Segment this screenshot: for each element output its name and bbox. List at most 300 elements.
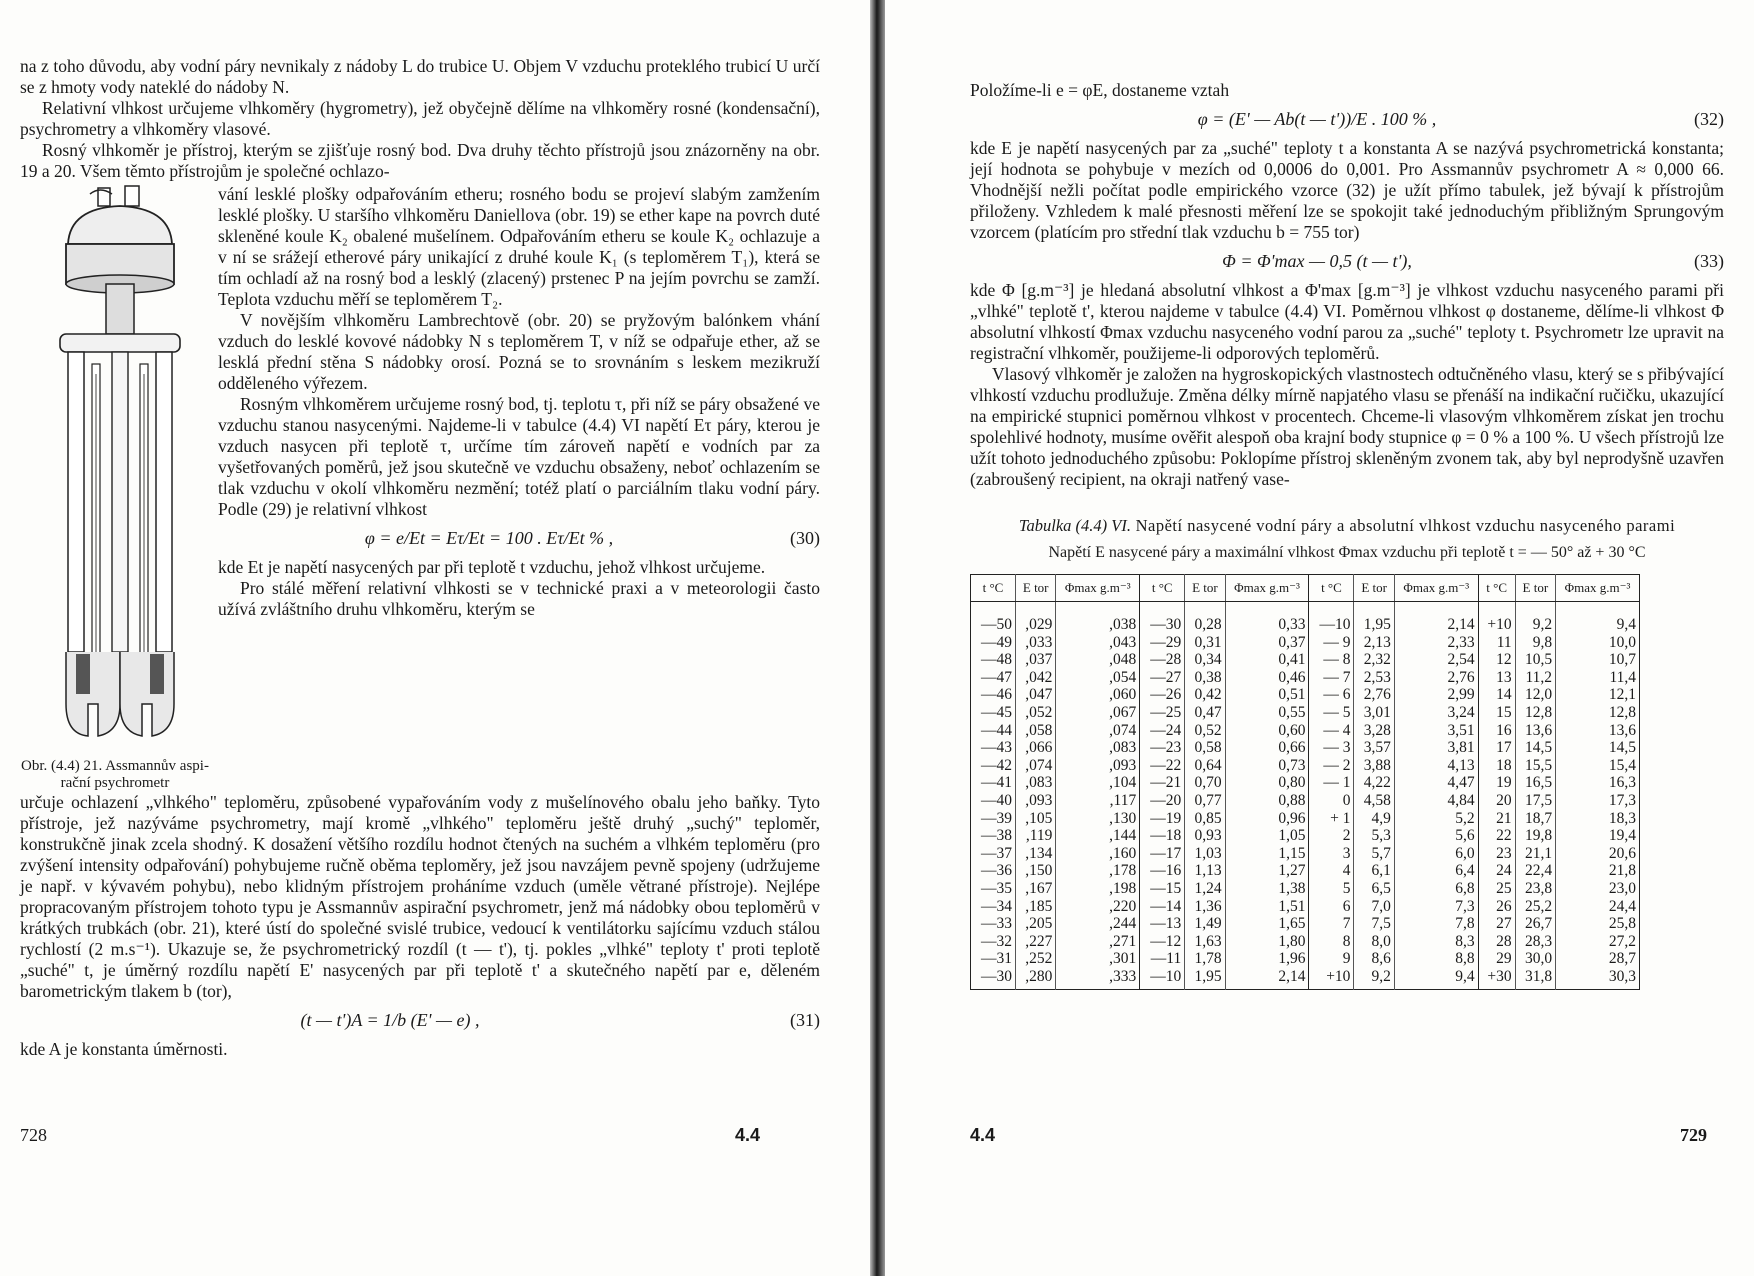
- table-cell: 1,96: [1225, 950, 1309, 968]
- table-cell: 0,80: [1225, 774, 1309, 792]
- table-cell: 7,0: [1354, 898, 1394, 916]
- table-cell: 4,58: [1354, 792, 1394, 810]
- table-cell: 6,0: [1394, 845, 1478, 863]
- table-cell: ,066: [1016, 739, 1056, 757]
- table-cell: 21: [1478, 810, 1515, 828]
- table-cell: —22: [1140, 757, 1185, 775]
- table-cell: 24,4: [1556, 898, 1640, 916]
- equation-31: [20, 1010, 820, 1031]
- vapor-table: [970, 574, 1640, 990]
- table-cell: 1,27: [1225, 862, 1309, 880]
- table-cell: 7,3: [1394, 898, 1478, 916]
- table-cell: 1,80: [1225, 933, 1309, 951]
- table-cell: — 6: [1309, 686, 1354, 704]
- table-cell: 8,6: [1354, 950, 1394, 968]
- para-vlasovy: Vlasový vlhkoměr je založen na hygroskopických vlastnostech odtučněného vlasu, který se s přibývající vlhkostí vzduchu prodlužuje. Změna délky mírně napjatého vlasu se přenáší na indikační ručičku, ukazující na empirické stupnici poměrnou vlhkost v procentech. Chceme-li vlasovým vlhkoměrem získat jen trochu spolehlivé hodnoty, musíme ověřit alespoň oba krajní body stupnice φ = 0 % a 100 %. U všech přístrojů lze užít tohoto jednoduchého způsobu: Poklopíme přístroj skleněným zvonem tak, aby byl neprodyšně uzavřen (zabroušený recipient, na okraji natřený vase-: [970, 364, 1724, 489]
- table-header-cell: E tor: [1185, 575, 1225, 602]
- equation-33: [970, 251, 1724, 272]
- table-cell: — 1: [1309, 774, 1354, 792]
- table-cell: 1,78: [1185, 950, 1225, 968]
- table-cell: —37: [981, 844, 1012, 862]
- table-cell: 16: [1478, 722, 1515, 740]
- table-cell: 2,32: [1354, 651, 1394, 669]
- table-cell: 11,4: [1556, 669, 1640, 687]
- table-cell: —30: [1140, 602, 1185, 634]
- table-cell: —25: [1140, 704, 1185, 722]
- table-cell: 5,6: [1394, 827, 1478, 845]
- table-cell: —21: [1140, 774, 1185, 792]
- table-cell: ,038: [1056, 602, 1140, 634]
- table-cell: 8,3: [1394, 933, 1478, 951]
- table-cell: 5,3: [1354, 827, 1394, 845]
- table-cell: 1,65: [1225, 915, 1309, 933]
- table-label: Tabulka (4.4) VI.: [1018, 516, 1131, 535]
- table-cell: —26: [1140, 686, 1185, 704]
- table-cell: 14,5: [1556, 739, 1640, 757]
- table-cell: —20: [1140, 792, 1185, 810]
- para-rosny-wrap: vání lesklé plošky odpařováním etheru; rosného bodu se projeví slabým zamžením lesklé plošky. U staršího vlhkoměru Daniellova (obr. 19) se ether kape na povrch duté skleněné koule K₂ obalené mušelínem. Odpařováním etheru se koule K₂ ochlazuje a v ní se srážejí etherové páry unikající z druhé koule K₁ (s teploměrem T₁), která se tím ochladí až na rosný bod a lesklý (zlacený) prstenec P na jejím povrchu se zamží. Teplota vzduchu měří se teploměrem T₂.: [218, 184, 820, 309]
- table-cell: 25,8: [1556, 915, 1640, 933]
- table-cell: 18,7: [1515, 810, 1555, 828]
- table-cell: —50: [981, 616, 1012, 633]
- table-cell: 1,15: [1225, 845, 1309, 863]
- table-cell: ,333: [1056, 968, 1140, 990]
- table-cell: ,134: [1016, 845, 1056, 863]
- table-cell: ,144: [1056, 827, 1140, 845]
- table-cell: 28: [1478, 933, 1515, 951]
- table-row: [971, 757, 1640, 775]
- table-cell: —27: [1140, 669, 1185, 687]
- table-header-cell: Φmax g.m⁻³: [1556, 575, 1640, 602]
- table-cell: 13: [1478, 669, 1515, 687]
- table-cell: 2,54: [1394, 651, 1478, 669]
- equation-30: [218, 528, 820, 549]
- table-cell: 0,28: [1185, 602, 1225, 634]
- para-prostale-wrap: Pro stálé měření relativní vlhkosti se v technické praxi a v meteorologii často užívá zvláštního druhu vlhkoměru, kterým se: [218, 578, 820, 619]
- table-cell: 16,3: [1556, 774, 1640, 792]
- table-cell: 0,88: [1225, 792, 1309, 810]
- table-cell: — 8: [1309, 651, 1354, 669]
- table-cell: 23,8: [1515, 880, 1555, 898]
- table-cell: ,083: [1016, 774, 1056, 792]
- table-cell: 4,47: [1394, 774, 1478, 792]
- table-cell: —18: [1140, 827, 1185, 845]
- table-cell: 0,70: [1185, 774, 1225, 792]
- table-cell: 1,95: [1185, 968, 1225, 990]
- table-row: [971, 739, 1640, 757]
- table-cell: ,244: [1056, 915, 1140, 933]
- table-cell: +10: [1478, 602, 1515, 634]
- table-cell: 9,2: [1354, 968, 1394, 990]
- table-header-row: [971, 575, 1640, 602]
- figure-wrap-block: [20, 184, 820, 792]
- table-cell: —43: [981, 739, 1012, 757]
- table-cell: — 3: [1309, 739, 1354, 757]
- table-cell: 6,4: [1394, 862, 1478, 880]
- table-cell: —33: [981, 915, 1012, 933]
- table-cell: ,043: [1056, 634, 1140, 652]
- table-header-cell: t °C: [1309, 575, 1354, 602]
- table-cell: 8: [1309, 933, 1354, 951]
- table-cell: 4: [1309, 862, 1354, 880]
- table-cell: ,052: [1016, 704, 1056, 722]
- table-cell: 3,24: [1394, 704, 1478, 722]
- table-cell: 3,88: [1354, 757, 1394, 775]
- table-cell: —42: [981, 756, 1012, 774]
- table-cell: 2,33: [1394, 634, 1478, 652]
- table-cell: —36: [981, 862, 1012, 880]
- para-polozime: Položíme-li e = φE, dostaneme vztah: [970, 80, 1230, 100]
- table-cell: —28: [1140, 651, 1185, 669]
- table-cell: 17,5: [1515, 792, 1555, 810]
- table-cell: 21,8: [1556, 862, 1640, 880]
- table-row: [971, 898, 1640, 916]
- table-cell: —45: [981, 703, 1012, 721]
- table-cell: 6,5: [1354, 880, 1394, 898]
- table-cell: ,093: [1016, 792, 1056, 810]
- table-cell: —19: [1140, 810, 1185, 828]
- table-cell: 0,55: [1225, 704, 1309, 722]
- table-cell: 5,7: [1354, 845, 1394, 863]
- table-cell: — 2: [1309, 757, 1354, 775]
- table-cell: 10,7: [1556, 651, 1640, 669]
- table-cell: 23,0: [1556, 880, 1640, 898]
- table-cell: 0,66: [1225, 739, 1309, 757]
- table-cell: 19: [1478, 774, 1515, 792]
- table-cell: 0,42: [1185, 686, 1225, 704]
- table-cell: 0,41: [1225, 651, 1309, 669]
- equation-33-number: (33): [1694, 251, 1724, 271]
- table-cell: 11: [1478, 634, 1515, 652]
- table-cell: 25: [1478, 880, 1515, 898]
- table-cell: —40: [981, 791, 1012, 809]
- table-cell: —38: [981, 827, 1012, 845]
- table-cell: —16: [1140, 862, 1185, 880]
- table-cell: 2: [1309, 827, 1354, 845]
- table-cell: —23: [1140, 739, 1185, 757]
- left-page: [0, 0, 870, 1276]
- figure-wrap-text: [210, 184, 820, 792]
- right-page-number: 729: [1680, 1125, 1707, 1145]
- table-cell: 8,8: [1394, 950, 1478, 968]
- table-row: [971, 950, 1640, 968]
- table-cell: 0,47: [1185, 704, 1225, 722]
- table-cell: ,037: [1016, 651, 1056, 669]
- table-header-cell: t °C: [1140, 575, 1185, 602]
- table-cell: 9: [1309, 950, 1354, 968]
- equation-33-body: Φ = Φ'max — 0,5 (t — t'),: [1222, 251, 1412, 271]
- right-page: [885, 0, 1754, 1276]
- table-cell: 0,60: [1225, 722, 1309, 740]
- table-cell: 0,51: [1225, 686, 1309, 704]
- table-cell: 2,76: [1394, 669, 1478, 687]
- table-cell: 3,01: [1354, 704, 1394, 722]
- table-cell: 4,84: [1394, 792, 1478, 810]
- table-row: [971, 774, 1640, 792]
- table-row: [971, 792, 1640, 810]
- table-cell: 12,8: [1515, 704, 1555, 722]
- table-cell: 0,46: [1225, 669, 1309, 687]
- table-cell: ,280: [1016, 968, 1056, 990]
- table-cell: 9,4: [1394, 968, 1478, 990]
- table-cell: 22: [1478, 827, 1515, 845]
- table-cell: 16,5: [1515, 774, 1555, 792]
- table-cell: 9,4: [1556, 602, 1640, 634]
- table-cell: ,048: [1056, 651, 1140, 669]
- table-cell: —29: [1140, 634, 1185, 652]
- para-prostale-cont: určuje ochlazení „vlhkého" teploměru, způsobené vypařováním vody z mušelínového obalu jeho baňky. Tyto přístroje, jež nazýváme psychrometry, mají kromě „vlhkého" teploměru ještě druhý „suchý" teploměr, konstrukčně jinak zcela shodný. K dosažení většího rozdílu hodnot čtených na suchém a vlhkém teploměru (pro zvýšení intensity odpařování) pohybujeme ručně oběma teploměry, jež jsou navzájem pevně spojeny (udržujeme je např. v kývavém pohybu), nebo klidným přístrojem proháníme vzduch (uměle větrané přístroje). Nejlépe propracovaným přístrojem tohoto typu je Assmannův aspirační psychrometr, jenž má nádobky obou teploměrů v krátkých trubkách (obr. 21), které ústí do společné svislé trubice, vedoucí k ventilátorku sajícímu vzduch stálou rychlostí (2 m.s⁻¹). Ukazuje se, že psychrometrický rozdíl (t — t'), tj. pokles „vlhké" teploty t' proti teplotě „suché" t, je úměrný rozdílu napětí E' nasycených par při teplotě t' a skutečného napětí par e, děleném barometrickým tlakem b (tor),: [20, 792, 820, 1001]
- table-cell: 21,1: [1515, 845, 1555, 863]
- table-cell: 0,93: [1185, 827, 1225, 845]
- table-cell: 0,37: [1225, 634, 1309, 652]
- table-subtitle: Napětí E nasycené páry a maximální vlhkost Φmax vzduchu při teplotě t = — 50° až + 30 °C: [1048, 544, 1646, 561]
- table-cell: ,074: [1056, 722, 1140, 740]
- table-row: [971, 651, 1640, 669]
- table-title-text: Napětí nasycené vodní páry a absolutní vlhkost vzduchu nasyceného parami: [1135, 516, 1676, 535]
- equation-32-number: (32): [1694, 109, 1724, 129]
- table-cell: ,042: [1016, 669, 1056, 687]
- table-cell: —32: [981, 932, 1012, 950]
- table-cell: 19,4: [1556, 827, 1640, 845]
- table-row: [971, 880, 1640, 898]
- table-cell: 22,4: [1515, 862, 1555, 880]
- right-section-number: 4.4: [970, 1125, 996, 1145]
- table-row: [971, 704, 1640, 722]
- table-row: [971, 602, 1640, 634]
- table-cell: 26,7: [1515, 915, 1555, 933]
- table-cell: ,093: [1056, 757, 1140, 775]
- table-cell: ,178: [1056, 862, 1140, 880]
- table-cell: —10: [1140, 968, 1185, 990]
- table-cell: 18,3: [1556, 810, 1640, 828]
- table-cell: 0,52: [1185, 722, 1225, 740]
- table-row: [971, 634, 1640, 652]
- table-cell: 0,96: [1225, 810, 1309, 828]
- left-section-number: 4.4: [735, 1125, 761, 1145]
- table-cell: 2,76: [1354, 686, 1394, 704]
- equation-31-body: (t — t')A = 1/b (E' — e) ,: [300, 1010, 480, 1030]
- para-rosnym: Rosným vlhkoměrem určujeme rosný bod, tj. teplotu τ, při níž se páry obsažené ve vzduchu stanou nasycenými. Najdeme-li v tabulce (4.4) VI napětí Eτ páry, kterou je vzduch nasycen při teplotě τ, určíme tím zároveň napětí e vodních par za vyšetřovaných poměrů, jež jsou skutečně ve vzduchu obsaženy, neboť ochlazením se tlak vzduchu v okolí vlhkoměru nezmění; totéž platí o parciálním tlaku vodní páry. Podle (29) je relativní vlhkost: [218, 394, 820, 519]
- table-row: [971, 933, 1640, 951]
- table-cell: 29: [1478, 950, 1515, 968]
- table-row: [971, 722, 1640, 740]
- table-cell: ,271: [1056, 933, 1140, 951]
- table-cell: —14: [1140, 898, 1185, 916]
- table-header-cell: Φmax g.m⁻³: [1056, 575, 1140, 602]
- figure-psychrometer: [20, 184, 210, 792]
- table-cell: +30: [1478, 968, 1515, 990]
- table-cell: — 5: [1309, 704, 1354, 722]
- table-cell: ,167: [1016, 880, 1056, 898]
- table-cell: ,150: [1016, 862, 1056, 880]
- table-cell: 1,24: [1185, 880, 1225, 898]
- para-after-33: kde Φ [g.m⁻³] je hledaná absolutní vlhkost a Φ'max [g.m⁻³] je vlhkost vzduchu nasyceného parami při „vlhké" teplotě t', kterou najdeme v tabulce (4.4) VI. Poměrnou vlhkost φ dostaneme, dělíme-li vlhkost Φ absolutní vlhkostí Φmax vzduchu nasyceného vodní parou za „suché" teploty t. Psychrometr lze upravit na registrační vlhkoměr, použijeme-li odporových teploměrů.: [970, 280, 1724, 363]
- table-row: [971, 845, 1640, 863]
- para-rosny-start: Rosný vlhkoměr je přístroj, kterým se zjišťuje rosný bod. Dva druhy těchto přístrojů jsou znázorněny na obr. 19 a 20. Všem těmto přístrojům je společné ochlazo-: [20, 140, 820, 181]
- para-after-31: kde A je konstanta úměrnosti.: [20, 1039, 228, 1059]
- table-cell: 8,0: [1354, 933, 1394, 951]
- equation-30-number: (30): [790, 528, 820, 548]
- table-cell: 12,0: [1515, 686, 1555, 704]
- table-cell: 0,33: [1225, 602, 1309, 634]
- table-cell: 28,3: [1515, 933, 1555, 951]
- table-row: [971, 810, 1640, 828]
- table-body: [971, 602, 1640, 990]
- table-cell: 1,38: [1225, 880, 1309, 898]
- table-cell: 12,8: [1556, 704, 1640, 722]
- table-cell: 2,14: [1394, 602, 1478, 634]
- table-cell: 12,1: [1556, 686, 1640, 704]
- table-cell: 15,4: [1556, 757, 1640, 775]
- table-cell: 1,51: [1225, 898, 1309, 916]
- table-cell: —30: [981, 967, 1012, 985]
- equation-32-body: φ = (E' — Ab(t — t'))/E . 100 % ,: [1197, 109, 1437, 129]
- table-cell: 9,2: [1515, 602, 1555, 634]
- table-cell: —13: [1140, 915, 1185, 933]
- table-cell: 23: [1478, 845, 1515, 863]
- table-row: [971, 968, 1640, 990]
- table-cell: 14: [1478, 686, 1515, 704]
- table-cell: 14,5: [1515, 739, 1555, 757]
- table-cell: 26: [1478, 898, 1515, 916]
- table-cell: —46: [981, 686, 1012, 704]
- figure-caption: Obr. (4.4) 21. Assmannův aspi-rační psychrometr: [21, 758, 209, 791]
- table-cell: ,117: [1056, 792, 1140, 810]
- table-cell: 13,6: [1515, 722, 1555, 740]
- table-cell: 2,99: [1394, 686, 1478, 704]
- table-cell: — 7: [1309, 669, 1354, 687]
- table-cell: —44: [981, 721, 1012, 739]
- table-cell: 30,3: [1556, 968, 1640, 990]
- table-cell: —48: [981, 651, 1012, 669]
- table-cell: 19,8: [1515, 827, 1555, 845]
- table-cell: 15: [1478, 704, 1515, 722]
- table-cell: 11,2: [1515, 669, 1555, 687]
- table-cell: —24: [1140, 722, 1185, 740]
- table-row: [971, 686, 1640, 704]
- table-cell: —35: [981, 879, 1012, 897]
- table-cell: 6,8: [1394, 880, 1478, 898]
- table-cell: ,301: [1056, 950, 1140, 968]
- table-cell: 10,0: [1556, 634, 1640, 652]
- table-cell: —12: [1140, 933, 1185, 951]
- table-cell: — 9: [1309, 634, 1354, 652]
- table-cell: 4,22: [1354, 774, 1394, 792]
- table-cell: 1,13: [1185, 862, 1225, 880]
- table-header-cell: t °C: [1478, 575, 1515, 602]
- table-cell: ,033: [1016, 634, 1056, 652]
- table-cell: 2,53: [1354, 669, 1394, 687]
- table-cell: —17: [1140, 845, 1185, 863]
- para-after-32: kde E je napětí nasycených par za „suché" teploty t a konstanta A se nazývá psychrometrická konstanta; její hodnota se pohybuje v mezích od 0,0006 do 0,001. Pro Assmannův psychrometr A ≈ 0,000 66. Vhodnější nežli počítat podle empirického vzorce (32) je užít přímo tabulek, jež bývají k přístrojům přiloženy. Vzhledem k malé přesnosti měření lze se spokojit také jednoduchým přibližným Sprungovým vzorcem (platícím pro střední tlak vzduchu b = 755 tor): [970, 138, 1724, 242]
- table-cell: 4,9: [1354, 810, 1394, 828]
- table-cell: 3,51: [1394, 722, 1478, 740]
- table-row: [971, 669, 1640, 687]
- table-cell: 3,57: [1354, 739, 1394, 757]
- table-cell: ,067: [1056, 704, 1140, 722]
- book-gutter: [870, 0, 885, 1276]
- table-cell: 0,85: [1185, 810, 1225, 828]
- table-cell: ,060: [1056, 686, 1140, 704]
- table-cell: ,083: [1056, 739, 1140, 757]
- table-cell: 0,64: [1185, 757, 1225, 775]
- table-header-cell: Φmax g.m⁻³: [1394, 575, 1478, 602]
- table-cell: —39: [981, 809, 1012, 827]
- table-cell: 7,8: [1394, 915, 1478, 933]
- table-cell: —15: [1140, 880, 1185, 898]
- table-cell: ,029: [1016, 602, 1056, 634]
- para-after-30: kde Et je napětí nasycených par při teplotě t vzduchu, jehož vlhkost určujeme.: [218, 557, 766, 577]
- table-cell: —41: [981, 774, 1012, 792]
- para-relativni: Relativní vlhkost určujeme vlhkoměry (hygrometry), jež obyčejně dělíme na vlhkoměry rosné (kondensační), psychrometry a vlhkoměry vlasové.: [20, 98, 820, 139]
- table-header-cell: E tor: [1354, 575, 1394, 602]
- table-cell: 9,8: [1515, 634, 1555, 652]
- table-cell: 7,5: [1354, 915, 1394, 933]
- table-cell: 6: [1309, 898, 1354, 916]
- table-cell: ,198: [1056, 880, 1140, 898]
- table-cell: 31,8: [1515, 968, 1555, 990]
- table-cell: 28,7: [1556, 950, 1640, 968]
- table-cell: 1,63: [1185, 933, 1225, 951]
- table-cell: ,054: [1056, 669, 1140, 687]
- table-cell: 24: [1478, 862, 1515, 880]
- table-cell: 5: [1309, 880, 1354, 898]
- table-cell: 20,6: [1556, 845, 1640, 863]
- table-cell: ,185: [1016, 898, 1056, 916]
- table-cell: 27: [1478, 915, 1515, 933]
- table-cell: ,205: [1016, 915, 1056, 933]
- table-cell: 20: [1478, 792, 1515, 810]
- table-cell: 17: [1478, 739, 1515, 757]
- table-cell: 0,58: [1185, 739, 1225, 757]
- table-cell: ,104: [1056, 774, 1140, 792]
- table-cell: ,220: [1056, 898, 1140, 916]
- table-cell: + 1: [1309, 810, 1354, 828]
- table-cell: 1,03: [1185, 845, 1225, 863]
- table-cell: —11: [1140, 950, 1185, 968]
- table-cell: 1,36: [1185, 898, 1225, 916]
- table-cell: 0,34: [1185, 651, 1225, 669]
- table-cell: —47: [981, 668, 1012, 686]
- table-cell: 1,95: [1354, 602, 1394, 634]
- table-cell: 4,13: [1394, 757, 1478, 775]
- equation-30-body: φ = e/Et = Eτ/Et = 100 . Eτ/Et % ,: [364, 528, 614, 548]
- table-cell: 2,14: [1225, 968, 1309, 990]
- table-cell: —10: [1309, 602, 1354, 634]
- table-cell: 0,38: [1185, 669, 1225, 687]
- table-cell: 5,2: [1394, 810, 1478, 828]
- table-row: [971, 915, 1640, 933]
- table-cell: ,160: [1056, 845, 1140, 863]
- table-header-cell: E tor: [1016, 575, 1056, 602]
- para-intro: na z toho důvodu, aby vodní páry nevnikaly z nádoby L do trubice U. Objem V vzduchu protekléhо trubicí U určí se z hmoty vody nateklé do nádoby N.: [20, 56, 820, 97]
- table-cell: ,130: [1056, 810, 1140, 828]
- table-cell: ,058: [1016, 722, 1056, 740]
- table-cell: 6,1: [1354, 862, 1394, 880]
- table-cell: 30,0: [1515, 950, 1555, 968]
- table-cell: 13,6: [1556, 722, 1640, 740]
- para-lambrecht: V novějším vlhkoměru Lambrechtově (obr. 20) se pryžovým balónkem vhání vzduch do lesklé kovové nádobky N s teploměrem T, v níž se odpařuje ether, až se lesklá přední stěna S nádobky orosí. Pozná se to srovnáním s leskem mezikruží odděleného výřezem.: [218, 310, 820, 393]
- table-cell: 18: [1478, 757, 1515, 775]
- table-cell: —49: [981, 633, 1012, 651]
- equation-32: [970, 109, 1724, 130]
- table-cell: ,119: [1016, 827, 1056, 845]
- table-cell: 17,3: [1556, 792, 1640, 810]
- equation-31-number: (31): [790, 1010, 820, 1030]
- table-cell: 0,73: [1225, 757, 1309, 775]
- table-cell: 0: [1309, 792, 1354, 810]
- table-row: [971, 827, 1640, 845]
